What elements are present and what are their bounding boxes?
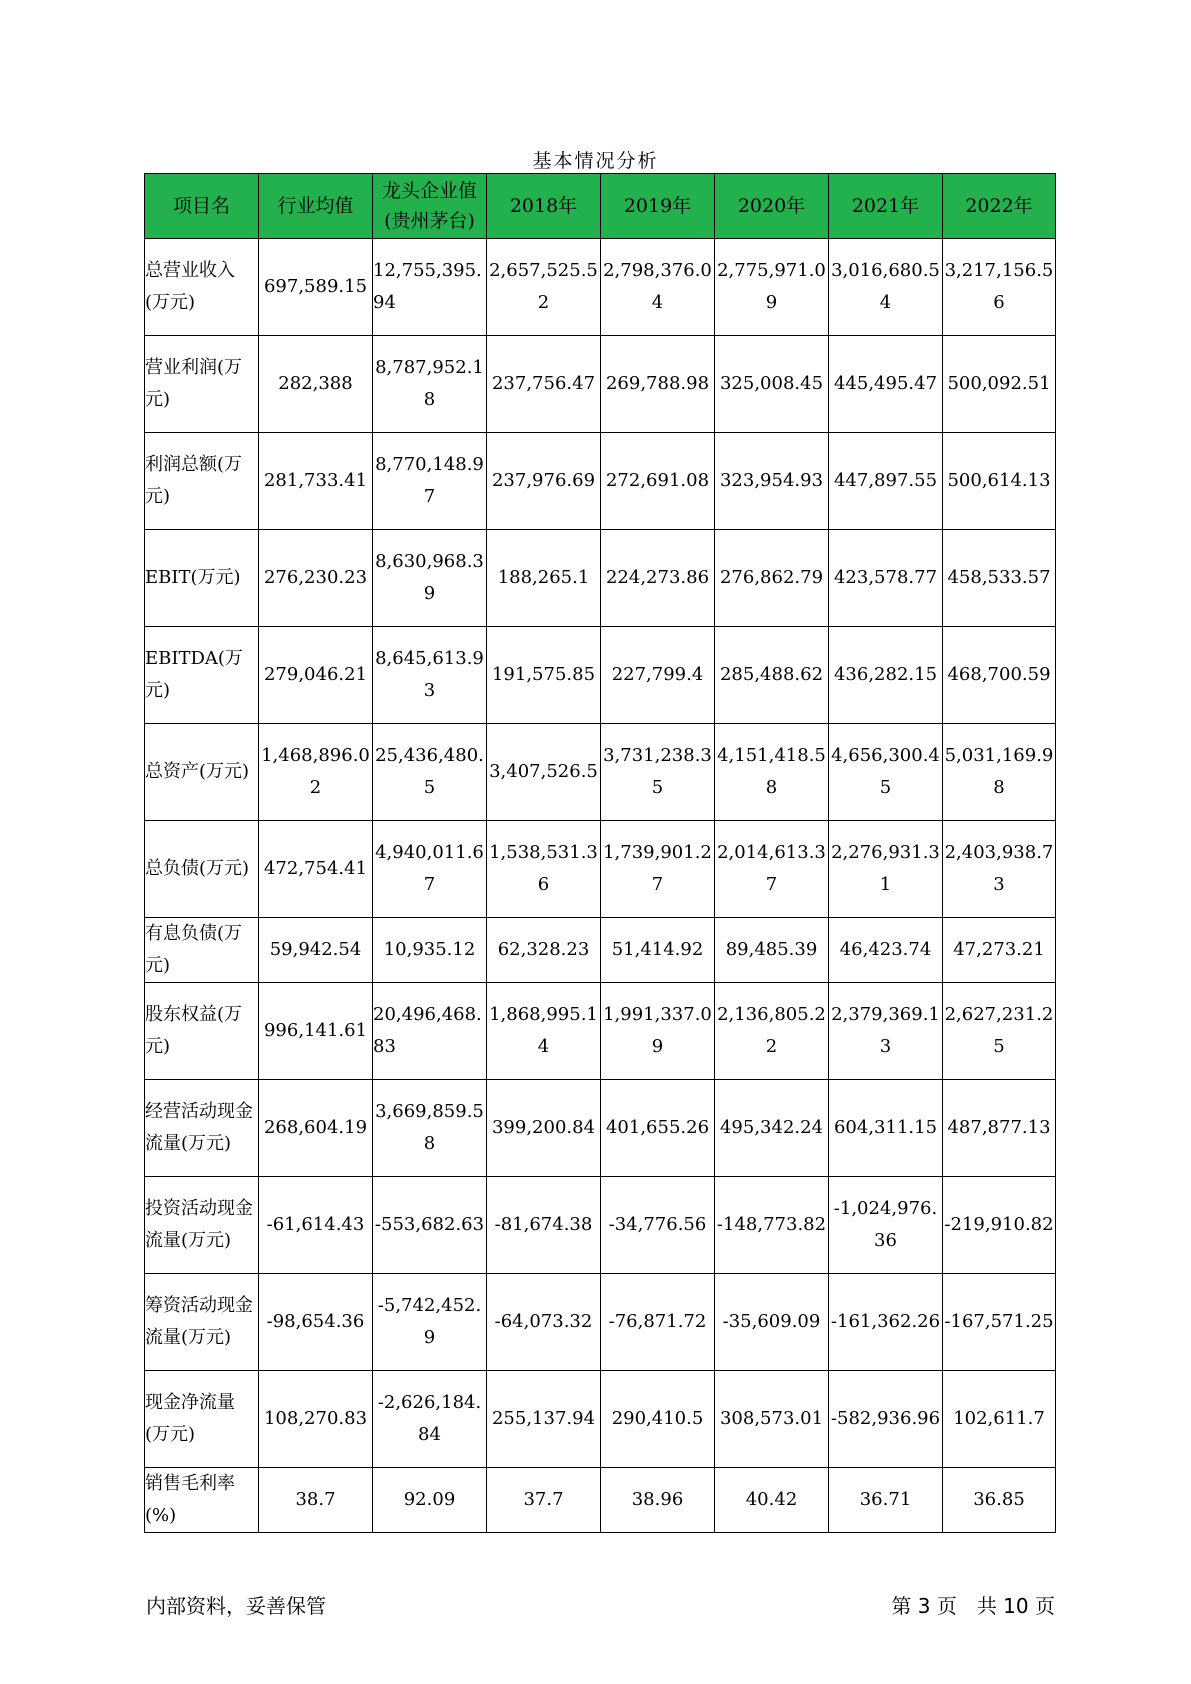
- table-cell: -219,910.82: [943, 1177, 1056, 1274]
- table-row: [145, 1371, 1056, 1468]
- table-cell: 276,862.79: [715, 530, 829, 627]
- table-row: [145, 724, 1056, 821]
- table-header-row: [145, 174, 1056, 239]
- table-cell: 399,200.84: [487, 1080, 601, 1177]
- table-cell: 5,031,169.98: [943, 724, 1056, 821]
- table-cell: 25,436,480.5: [373, 724, 487, 821]
- row-label: 股东权益(万元): [145, 983, 259, 1080]
- table-cell: 3,669,859.58: [373, 1080, 487, 1177]
- table-cell: -98,654.36: [259, 1274, 373, 1371]
- table-cell: 2,627,231.25: [943, 983, 1056, 1080]
- table-row: [145, 1177, 1056, 1274]
- table-cell: 697,589.15: [259, 239, 373, 336]
- table-cell: 36.71: [829, 1468, 943, 1533]
- table-cell: 272,691.08: [601, 433, 715, 530]
- table-cell: 108,270.83: [259, 1371, 373, 1468]
- table-cell: 445,495.47: [829, 336, 943, 433]
- table-cell: 2,775,971.09: [715, 239, 829, 336]
- footer-page-number: 第 3 页 共 10 页: [891, 1594, 1055, 1618]
- table-cell: 468,700.59: [943, 627, 1056, 724]
- table-cell: 237,976.69: [487, 433, 601, 530]
- table-cell: 89,485.39: [715, 918, 829, 983]
- table-cell: -5,742,452.9: [373, 1274, 487, 1371]
- table-cell: 3,217,156.56: [943, 239, 1056, 336]
- table-row: [145, 627, 1056, 724]
- table-cell: 38.96: [601, 1468, 715, 1533]
- table-cell: -35,609.09: [715, 1274, 829, 1371]
- table-cell: 500,614.13: [943, 433, 1056, 530]
- table-cell: 472,754.41: [259, 821, 373, 918]
- table-cell: 47,273.21: [943, 918, 1056, 983]
- table-cell: 1,991,337.09: [601, 983, 715, 1080]
- table-cell: 2,379,369.13: [829, 983, 943, 1080]
- table-cell: 4,151,418.58: [715, 724, 829, 821]
- table-cell: 1,468,896.02: [259, 724, 373, 821]
- table-cell: 996,141.61: [259, 983, 373, 1080]
- table-cell: 51,414.92: [601, 918, 715, 983]
- table-cell: 8,645,613.93: [373, 627, 487, 724]
- header-year-2022: 2022年: [943, 174, 1056, 239]
- row-label: 销售毛利率(%): [145, 1468, 259, 1533]
- table-cell: 1,739,901.27: [601, 821, 715, 918]
- table-cell: -148,773.82: [715, 1177, 829, 1274]
- table-row: [145, 336, 1056, 433]
- table-cell: 276,230.23: [259, 530, 373, 627]
- table-cell: 227,799.4: [601, 627, 715, 724]
- table-row: [145, 530, 1056, 627]
- table-row: [145, 1274, 1056, 1371]
- row-label: 现金净流量(万元): [145, 1371, 259, 1468]
- table-cell: 447,897.55: [829, 433, 943, 530]
- table-cell: 224,273.86: [601, 530, 715, 627]
- table-cell: 237,756.47: [487, 336, 601, 433]
- table-cell: -2,626,184.84: [373, 1371, 487, 1468]
- header-year-2019: 2019年: [601, 174, 715, 239]
- table-cell: 281,733.41: [259, 433, 373, 530]
- table-cell: 2,276,931.31: [829, 821, 943, 918]
- table-cell: 1,868,995.14: [487, 983, 601, 1080]
- table-cell: 38.7: [259, 1468, 373, 1533]
- table-row: [145, 821, 1056, 918]
- table-cell: 290,410.5: [601, 1371, 715, 1468]
- table-cell: 2,136,805.22: [715, 983, 829, 1080]
- page-title: 基本情况分析: [532, 150, 659, 172]
- table-cell: -1,024,976.36: [829, 1177, 943, 1274]
- table-cell: 436,282.15: [829, 627, 943, 724]
- row-label: 有息负债(万元): [145, 918, 259, 983]
- table-cell: 2,014,613.37: [715, 821, 829, 918]
- header-industry-avg: 行业均值: [259, 174, 373, 239]
- table-cell: 1,538,531.36: [487, 821, 601, 918]
- row-label: 筹资活动现金流量(万元): [145, 1274, 259, 1371]
- table-row: [145, 239, 1056, 336]
- table-cell: 269,788.98: [601, 336, 715, 433]
- table-cell: 401,655.26: [601, 1080, 715, 1177]
- table-cell: 2,657,525.52: [487, 239, 601, 336]
- table-cell: 282,388: [259, 336, 373, 433]
- row-label: 利润总额(万元): [145, 433, 259, 530]
- header-year-2020: 2020年: [715, 174, 829, 239]
- table-cell: 12,755,395.94: [373, 239, 487, 336]
- table-cell: 604,311.15: [829, 1080, 943, 1177]
- table-cell: 37.7: [487, 1468, 601, 1533]
- row-label: 总营业收入(万元): [145, 239, 259, 336]
- table-cell: 3,731,238.35: [601, 724, 715, 821]
- footer-confidential: 内部资料，妥善保管: [146, 1594, 326, 1618]
- table-cell: 62,328.23: [487, 918, 601, 983]
- table-cell: 8,630,968.39: [373, 530, 487, 627]
- row-label: 经营活动现金流量(万元): [145, 1080, 259, 1177]
- table-cell: -167,571.25: [943, 1274, 1056, 1371]
- table-row: [145, 983, 1056, 1080]
- table-cell: -553,682.63: [373, 1177, 487, 1274]
- table-cell: 36.85: [943, 1468, 1056, 1533]
- table-row: [145, 918, 1056, 983]
- table-cell: 487,877.13: [943, 1080, 1056, 1177]
- table-cell: -34,776.56: [601, 1177, 715, 1274]
- header-item-name: 项目名: [145, 174, 259, 239]
- table-cell: 2,798,376.04: [601, 239, 715, 336]
- table-cell: 92.09: [373, 1468, 487, 1533]
- table-row: [145, 433, 1056, 530]
- table-cell: 46,423.74: [829, 918, 943, 983]
- row-label: 总资产(万元): [145, 724, 259, 821]
- table-cell: 10,935.12: [373, 918, 487, 983]
- table-cell: 59,942.54: [259, 918, 373, 983]
- table-cell: 308,573.01: [715, 1371, 829, 1468]
- table-cell: 268,604.19: [259, 1080, 373, 1177]
- table-cell: 40.42: [715, 1468, 829, 1533]
- table-cell: 2,403,938.73: [943, 821, 1056, 918]
- table-cell: 323,954.93: [715, 433, 829, 530]
- table-cell: 458,533.57: [943, 530, 1056, 627]
- table-cell: 8,787,952.18: [373, 336, 487, 433]
- row-label: EBIT(万元): [145, 530, 259, 627]
- table-cell: 285,488.62: [715, 627, 829, 724]
- table-cell: -76,871.72: [601, 1274, 715, 1371]
- table-cell: 495,342.24: [715, 1080, 829, 1177]
- header-year-2021: 2021年: [829, 174, 943, 239]
- row-label: 营业利润(万元): [145, 336, 259, 433]
- table-row: [145, 1080, 1056, 1177]
- row-label: 总负债(万元): [145, 821, 259, 918]
- table-cell: 102,611.7: [943, 1371, 1056, 1468]
- header-year-2018: 2018年: [487, 174, 601, 239]
- table-cell: 423,578.77: [829, 530, 943, 627]
- row-label: 投资活动现金流量(万元): [145, 1177, 259, 1274]
- table-cell: 188,265.1: [487, 530, 601, 627]
- table-row: [145, 1468, 1056, 1533]
- table-cell: 3,016,680.54: [829, 239, 943, 336]
- table-cell: 191,575.85: [487, 627, 601, 724]
- financial-table: [144, 173, 1056, 1533]
- table-cell: -61,614.43: [259, 1177, 373, 1274]
- table-cell: 8,770,148.97: [373, 433, 487, 530]
- table-cell: -64,073.32: [487, 1274, 601, 1371]
- row-label: EBITDA(万元): [145, 627, 259, 724]
- header-leader-value: 龙头企业值 (贵州茅台): [373, 174, 487, 239]
- table-cell: 325,008.45: [715, 336, 829, 433]
- table-cell: -81,674.38: [487, 1177, 601, 1274]
- table-cell: 3,407,526.5: [487, 724, 601, 821]
- table-cell: 279,046.21: [259, 627, 373, 724]
- table-cell: 255,137.94: [487, 1371, 601, 1468]
- table-cell: 4,940,011.67: [373, 821, 487, 918]
- table-cell: -161,362.26: [829, 1274, 943, 1371]
- table-cell: 500,092.51: [943, 336, 1056, 433]
- table-cell: 4,656,300.45: [829, 724, 943, 821]
- table-cell: 20,496,468.83: [373, 983, 487, 1080]
- table-cell: -582,936.96: [829, 1371, 943, 1468]
